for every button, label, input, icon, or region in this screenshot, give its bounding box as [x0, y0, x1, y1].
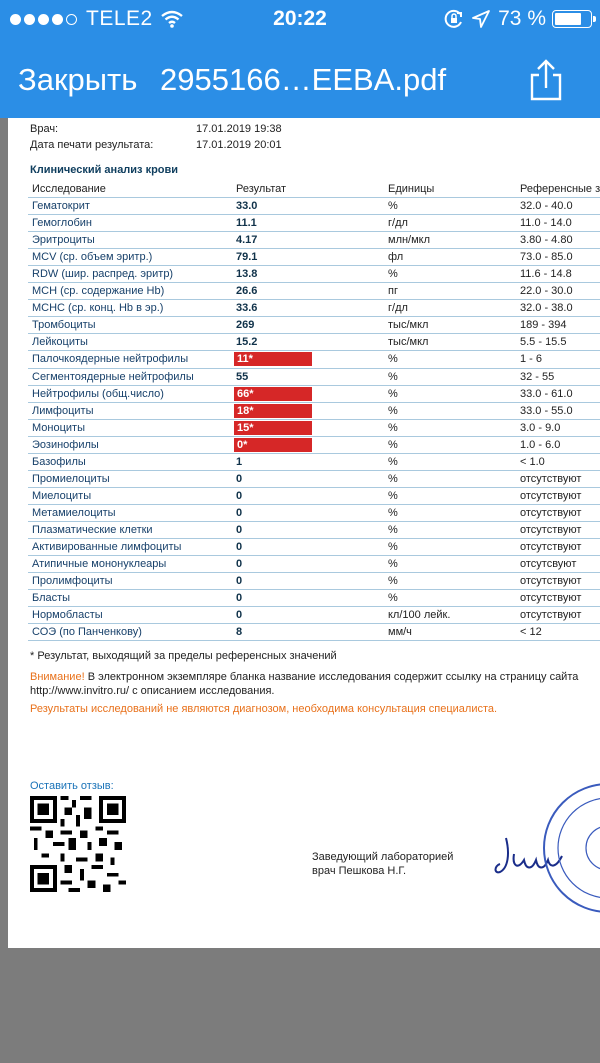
reference-range: 32.0 - 40.0 — [520, 200, 573, 213]
attention-text: В электронном экземпляре бланка название исследования содержит ссылку на страницу сайта — [84, 671, 579, 683]
reference-range: отсутствуют — [520, 575, 582, 588]
column-header: Референсные з — [520, 183, 600, 195]
table-row — [28, 556, 600, 573]
test-name-link[interactable]: Тромбоциты — [32, 319, 96, 332]
table-row — [28, 607, 600, 624]
table-row — [28, 369, 600, 386]
lab-head-name: врач Пешкова Н.Г. — [312, 865, 407, 877]
reference-range: 3.80 - 4.80 — [520, 234, 573, 247]
flagged-result: 66* — [234, 387, 312, 401]
flagged-result: 0* — [234, 438, 312, 452]
footnote: * Результат, выходящий за пределы референсных значений — [30, 650, 337, 662]
table-row — [28, 232, 600, 249]
attention-word: Внимание! — [30, 671, 85, 683]
reference-range: отсутствуют — [520, 609, 582, 622]
result-value: 0 — [236, 506, 243, 519]
test-name-link[interactable]: Нормобласты — [32, 609, 103, 622]
unit-value: % — [388, 370, 398, 383]
table-row — [28, 386, 600, 403]
unit-value: фл — [388, 251, 404, 264]
test-name-link[interactable]: Плазматические клетки — [32, 523, 153, 536]
result-value: 0 — [236, 523, 243, 536]
pdf-page — [8, 118, 600, 948]
unit-value: млн/мкл — [388, 234, 431, 247]
table-row — [28, 573, 600, 590]
unit-value: % — [388, 575, 398, 588]
battery-percent: 73 % — [498, 7, 546, 30]
table-row — [28, 420, 600, 437]
result-value: 0 — [236, 472, 243, 485]
table-row — [28, 334, 600, 351]
flagged-result: 15* — [234, 421, 312, 435]
test-name-link[interactable]: Эритроциты — [32, 234, 95, 247]
reference-range: 5.5 - 15.5 — [520, 336, 567, 349]
table-row — [28, 488, 600, 505]
unit-value: % — [388, 540, 398, 553]
reference-range: отсутсвуют — [520, 558, 577, 571]
table-row — [28, 454, 600, 471]
feedback-label: Оставить отзыв: — [30, 780, 114, 792]
reference-range: 1 - 6 — [520, 353, 543, 366]
test-name-link[interactable]: Лейкоциты — [32, 336, 88, 349]
result-value: 13.8 — [236, 268, 258, 281]
unit-value: % — [388, 438, 398, 451]
test-name-link[interactable]: MCHC (ср. конц. Hb в эр.) — [32, 302, 164, 315]
unit-value: тыс/мкл — [388, 319, 429, 332]
test-name-link[interactable]: Промиелоциты — [32, 472, 110, 485]
result-value: 79.1 — [236, 251, 258, 264]
invitro-link[interactable]: http://www.invitro.ru/ с описанием исследования. — [30, 685, 275, 697]
reference-range: 73.0 - 85.0 — [520, 251, 573, 264]
unit-value: мм/ч — [388, 626, 412, 639]
doctor-value: 17.01.2019 19:38 — [196, 123, 282, 135]
table-row — [28, 249, 600, 266]
reference-range: < 1.0 — [520, 455, 545, 468]
reference-range: отсутствуют — [520, 540, 582, 553]
attention-note — [30, 670, 600, 698]
doctor-label: Врач: — [30, 123, 59, 135]
flagged-result: 18* — [234, 404, 312, 418]
reference-range: 1.0 - 6.0 — [520, 438, 561, 451]
table-row — [28, 266, 600, 283]
lab-head-signature-block — [312, 850, 453, 878]
unit-value: тыс/мкл — [388, 336, 429, 349]
section-title: Клинический анализ крови — [30, 164, 179, 176]
test-name-link[interactable]: Миелоциты — [32, 489, 92, 502]
unit-value: % — [388, 353, 398, 366]
reference-range: отсутствуют — [520, 523, 582, 536]
test-name-link[interactable]: Лимфоциты — [32, 404, 94, 417]
table-row — [28, 539, 600, 556]
reference-range: 32.0 - 38.0 — [520, 302, 573, 315]
result-value: 269 — [236, 319, 255, 332]
test-name-link[interactable]: Атипичные мононуклеары — [32, 558, 167, 571]
reference-range: 33.0 - 61.0 — [520, 387, 573, 400]
table-row — [28, 471, 600, 488]
unit-value: % — [388, 523, 398, 536]
column-header: Единицы — [388, 183, 435, 195]
doctor-line — [30, 123, 282, 135]
unit-value: % — [388, 421, 398, 434]
carrier-name: TELE2 — [86, 7, 153, 30]
flagged-result: 11* — [234, 352, 312, 366]
status-bar — [0, 0, 600, 38]
table-row — [28, 437, 600, 454]
test-name-link[interactable]: Нейтрофилы (общ.число) — [32, 387, 164, 400]
clock: 20:22 — [273, 7, 327, 30]
document-title: 2955166…EEBA.pdf — [160, 62, 447, 97]
result-value: 0 — [236, 575, 243, 588]
result-value: 0 — [236, 609, 243, 622]
test-name-link[interactable]: Моноциты — [32, 421, 85, 434]
unit-value: % — [388, 506, 398, 519]
reference-range: отсутствуют — [520, 506, 582, 519]
result-value: 8 — [236, 626, 243, 639]
close-button[interactable]: Закрыть — [18, 62, 138, 97]
result-value: 0 — [236, 489, 243, 502]
table-header — [28, 181, 600, 198]
result-value: 26.6 — [236, 285, 258, 298]
test-name-link[interactable]: Сегментоядерные нейтрофилы — [32, 370, 194, 383]
result-value: 11.1 — [236, 217, 257, 230]
reference-range: 11.6 - 14.8 — [520, 268, 572, 281]
table-row — [28, 403, 600, 420]
test-name-link[interactable]: RDW (шир. распред. эритр) — [32, 268, 174, 281]
test-name-link[interactable]: Бласты — [32, 592, 71, 605]
unit-value: % — [388, 200, 398, 213]
test-name-link[interactable]: Метамиелоциты — [32, 506, 116, 519]
qr-code-icon[interactable] — [30, 796, 126, 892]
results-table — [28, 181, 600, 641]
unit-value: % — [388, 387, 398, 400]
battery-icon — [552, 10, 592, 28]
result-value: 1 — [236, 455, 243, 468]
column-header: Исследование — [32, 183, 106, 195]
top-bar — [0, 0, 600, 118]
table-row — [28, 215, 600, 232]
unit-value: % — [388, 268, 398, 281]
reference-range: 3.0 - 9.0 — [520, 421, 561, 434]
result-value: 33.0 — [236, 200, 258, 213]
test-name-link[interactable]: MCV (ср. объем эритр.) — [32, 251, 153, 264]
table-row — [28, 317, 600, 334]
test-name-link[interactable]: Базофилы — [32, 455, 86, 468]
unit-value: пг — [388, 285, 398, 298]
test-name-link[interactable]: Гематокрит — [32, 200, 90, 213]
unit-value: % — [388, 455, 398, 468]
table-row — [28, 522, 600, 539]
unit-value: % — [388, 404, 398, 417]
unit-value: % — [388, 472, 398, 485]
print-date-value: 17.01.2019 20:01 — [196, 139, 282, 151]
test-name-link[interactable]: СОЭ (по Панченкову) — [32, 626, 142, 639]
table-row — [28, 505, 600, 522]
table-row — [28, 590, 600, 607]
table-row — [28, 351, 600, 368]
table-row — [28, 198, 600, 215]
reference-range: отсутствуют — [520, 489, 582, 502]
reference-range: 11.0 - 14.0 — [520, 217, 572, 230]
print-date-label: Дата печати результата: — [30, 139, 154, 151]
test-name-link[interactable]: Пролимфоциты — [32, 575, 113, 588]
unit-value: кл/100 лейк. — [388, 609, 451, 622]
result-value: 0 — [236, 592, 243, 605]
reference-range: 32 - 55 — [520, 370, 555, 383]
lab-head-title: Заведующий лабораторией — [312, 851, 454, 863]
result-value: 0 — [236, 540, 243, 553]
result-value: 0 — [236, 558, 243, 571]
test-name-link[interactable]: Палочкоядерные нейтрофилы — [32, 353, 189, 366]
print-date-line — [30, 139, 282, 151]
test-name-link[interactable]: MCH (ср. содержание Hb) — [32, 285, 165, 298]
reference-range: < 12 — [520, 626, 542, 639]
unit-value: г/дл — [388, 302, 408, 315]
disclaimer: Результаты исследований не являются диагнозом, необходима консультация специалиста. — [30, 703, 498, 715]
unit-value: % — [388, 592, 398, 605]
share-icon[interactable] — [524, 58, 568, 102]
reference-range: 22.0 - 30.0 — [520, 285, 573, 298]
reference-range: 33.0 - 55.0 — [520, 404, 573, 417]
unit-value: % — [388, 558, 398, 571]
result-value: 15.2 — [236, 336, 258, 349]
result-value: 55 — [236, 370, 249, 383]
stamp-icon — [536, 778, 600, 918]
table-row — [28, 283, 600, 300]
reference-range: 189 - 394 — [520, 319, 567, 332]
unit-value: % — [388, 489, 398, 502]
column-header: Результат — [236, 183, 287, 195]
test-name-link[interactable]: Эозинофилы — [32, 438, 99, 451]
result-value: 4.17 — [236, 234, 258, 247]
location-arrow-icon — [472, 10, 490, 28]
table-row — [28, 624, 600, 641]
table-row — [28, 300, 600, 317]
unit-value: г/дл — [388, 217, 408, 230]
rotation-lock-icon — [444, 9, 464, 29]
result-value: 33.6 — [236, 302, 258, 315]
nav-bar — [0, 58, 600, 102]
reference-range: отсутствуют — [520, 472, 582, 485]
test-name-link[interactable]: Активированные лимфоциты — [32, 540, 182, 553]
reference-range: отсутствуют — [520, 592, 582, 605]
test-name-link[interactable]: Гемоглобин — [32, 217, 92, 230]
